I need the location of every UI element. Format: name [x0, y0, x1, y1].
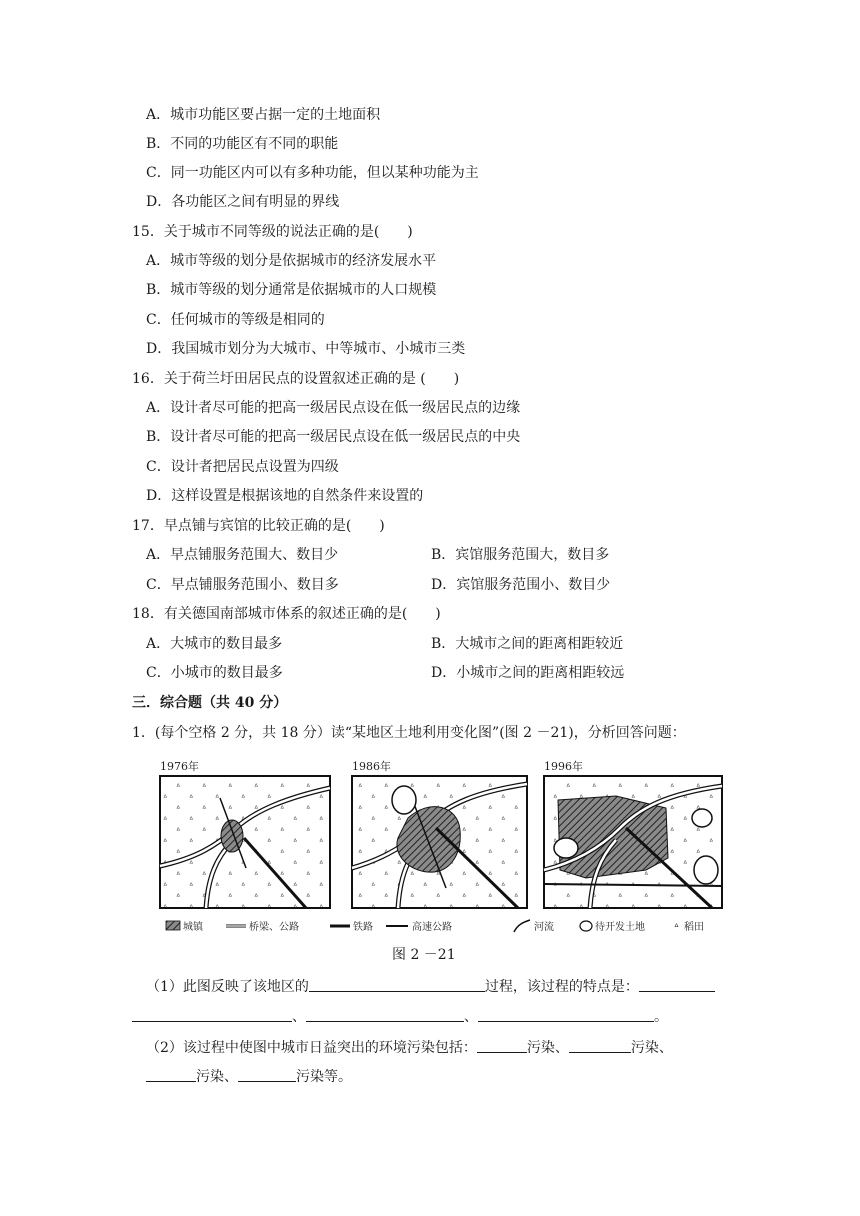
map-panel-1976: [160, 759, 330, 908]
answer-blank-process[interactable]: [309, 978, 485, 992]
legend-bridge-road: 桥梁、公路: [249, 922, 299, 933]
q18-option-a: A．大城市的数目最多: [146, 636, 283, 652]
answer-blank-pollution-3[interactable]: [146, 1068, 196, 1082]
map-panel-1986: [352, 759, 527, 908]
question-16-stem: 16．关于荷兰圩田居民点的设置叙述正确的是 ( ): [132, 371, 460, 387]
legend-swatch-town: [166, 921, 180, 930]
subquestion-1-text-b: 过程，该过程的特点是：: [484, 979, 639, 995]
answer-blank-pollution-2[interactable]: [569, 1039, 631, 1053]
q15-option-d: D．我国城市划分为大城市、中等城市、小城市三类: [146, 341, 466, 357]
q18-option-c: C．小城市的数目最多: [146, 665, 283, 681]
legend-river: 河流: [534, 922, 554, 933]
subquestion-2-w3: 污染、: [196, 1069, 238, 1085]
question-17-stem: 17．早点铺与宾馆的比较正确的是( ): [132, 518, 385, 534]
question-15-stem: 15．关于城市不同等级的说法正确的是( ): [132, 224, 413, 240]
section3-question-1-stem: 1．(每个空格 2 分，共 18 分）读“某地区土地利用变化图”(图 2 －21)，分析回答问题：: [132, 725, 686, 741]
subquestion-1-text-a: （1）此图反映了该地区的: [146, 979, 309, 995]
subquestion-2-text-a: （2）该过程中使图中城市日益突出的环境污染包括：: [146, 1040, 477, 1056]
legend-swatch-undeveloped: [580, 921, 592, 931]
answer-blank-feature-1[interactable]: [639, 978, 715, 992]
legend-swatch-river: [514, 920, 530, 932]
subquestion-2-w4: 污染等。: [296, 1069, 352, 1085]
q17-option-d: D．宾馆服务范围小、数目少: [431, 577, 611, 593]
q16-option-d: D．这样设置是根据该地的自然条件来设置的: [146, 488, 424, 504]
subquestion-2-w2: 污染、: [630, 1040, 673, 1056]
q16-option-b: B．设计者尽可能的把高一级居民点设在低一级居民点的中央: [146, 429, 521, 445]
question-18-stem: 18．有关德国南部城市体系的叙述正确的是( ): [132, 606, 441, 622]
figure-legend: [166, 920, 704, 933]
subquestion-2-line-2: [146, 1068, 352, 1086]
q15-option-a: A．城市等级的划分是依据城市的经济发展水平: [146, 253, 437, 269]
q15-option-b: B．城市等级的划分通常是依据城市的人口规模: [146, 282, 437, 298]
subquestion-2-w1: 污染、: [526, 1040, 569, 1056]
q17-option-c: C．早点铺服务范围小、数目多: [146, 577, 339, 593]
answer-blank-feature-3[interactable]: [306, 1008, 464, 1022]
legend-railway: 铁路: [353, 922, 373, 933]
subquestion-2-line-1: [146, 1039, 673, 1057]
q17-option-b: B．宾馆服务范围大，数目多: [431, 547, 610, 563]
subquestion-1-sep-2: 、: [464, 1009, 478, 1025]
legend-highway: 高速公路: [412, 922, 452, 933]
year-label-1976: 1976年: [160, 760, 199, 773]
map-panel-1996: [544, 759, 722, 908]
option-c: C．同一功能区内可以有多种功能，但以某种功能为主: [146, 165, 479, 181]
subquestion-1-line-1: [146, 978, 715, 996]
subquestion-1-sep-1: 、: [292, 1009, 306, 1025]
legend-paddy-field: 稻田: [684, 922, 704, 933]
section-title: 三．综合题（共 40 分）: [132, 695, 288, 711]
land-use-change-figure: [146, 758, 734, 938]
figure-caption: 图 2 －21: [392, 947, 456, 963]
answer-blank-pollution-4[interactable]: [238, 1068, 296, 1082]
subquestion-1-line-2: [132, 1008, 668, 1026]
answer-blank-feature-4[interactable]: [478, 1008, 654, 1022]
legend-undeveloped-land: 待开发土地: [595, 922, 645, 933]
subquestion-1-end: 。: [654, 1009, 668, 1025]
legend-town: 城镇: [183, 922, 203, 933]
q15-option-c: C．任何城市的等级是相同的: [146, 312, 325, 328]
year-label-1996: 1996年: [544, 760, 583, 773]
q17-option-a: A．早点铺服务范围大、数目少: [146, 547, 339, 563]
answer-blank-feature-2[interactable]: [132, 1008, 292, 1022]
legend-swatch-rice: ᐞ: [674, 923, 679, 933]
year-label-1986: 1986年: [352, 760, 391, 773]
q18-option-d: D．小城市之间的距离相距较远: [431, 665, 625, 681]
answer-blank-pollution-1[interactable]: [477, 1039, 527, 1053]
q16-option-a: A．设计者尽可能的把高一级居民点设在低一级居民点的边缘: [146, 400, 521, 416]
option-b: B．不同的功能区有不同的职能: [146, 136, 339, 152]
q16-option-c: C．设计者把居民点设置为四级: [146, 459, 339, 475]
option-a: A．城市功能区要占据一定的土地面积: [146, 107, 381, 123]
q18-option-b: B．大城市之间的距离相距较近: [431, 636, 624, 652]
option-d: D．各功能区之间有明显的界线: [146, 194, 340, 210]
